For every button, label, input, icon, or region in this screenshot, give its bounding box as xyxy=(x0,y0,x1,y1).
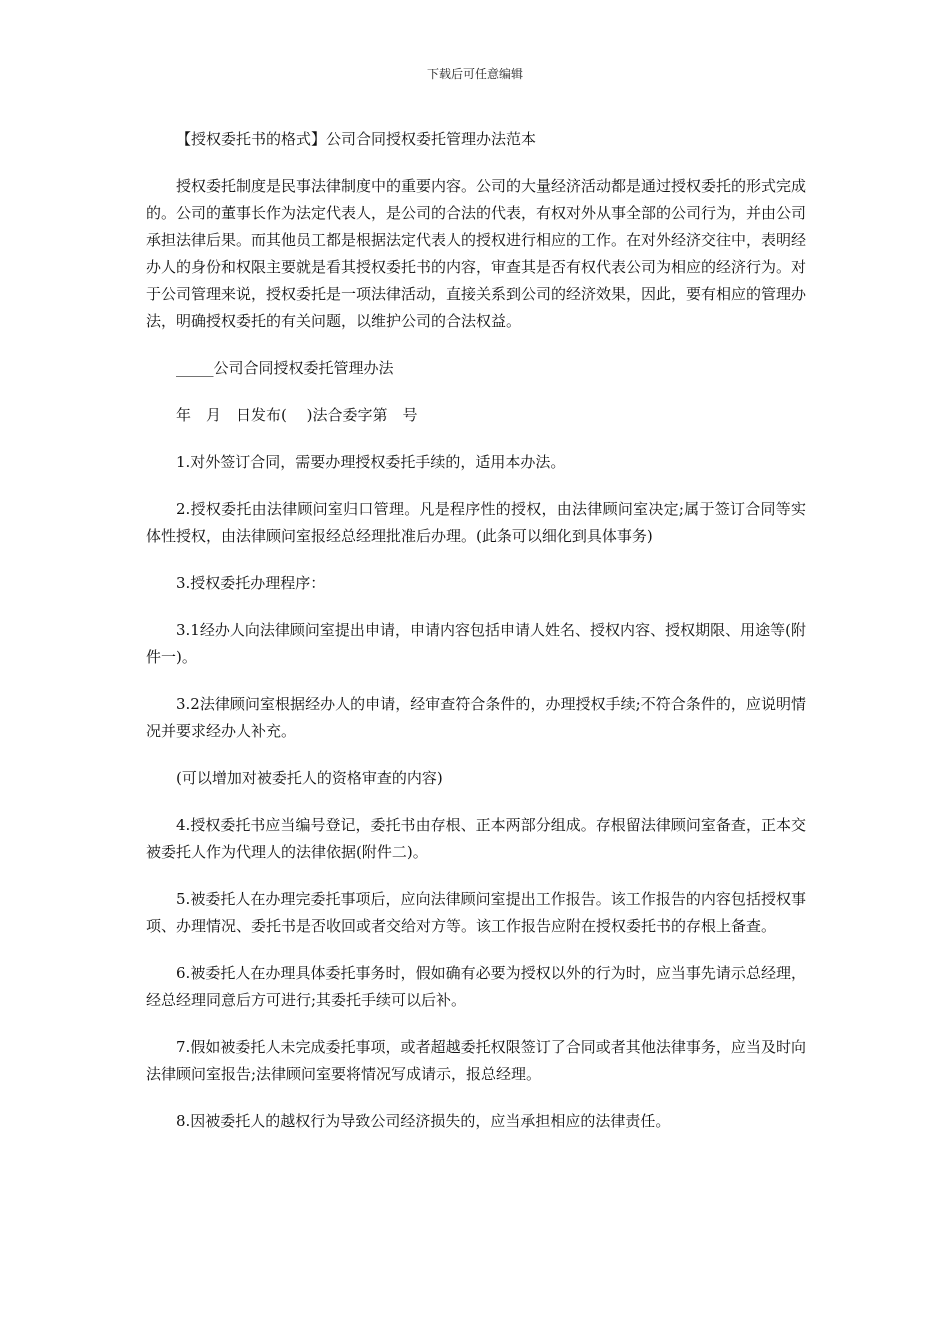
clause-8: 8.因被委托人的越权行为导致公司经济损失的，应当承担相应的法律责任。 xyxy=(176,1112,671,1130)
clause-4: 4.授权委托书应当编号登记，委托书由存根、正本两部分组成。存根留法律顾问室备查，正本交被委托人作为代理人的法律依据(附件二)。 xyxy=(146,816,806,861)
document-title: 【授权委托书的格式】公司合同授权委托管理办法范本 xyxy=(176,130,537,148)
page-header: 下载后可任意编辑 xyxy=(426,67,523,81)
clause-5: 5.被委托人在办理完委托事项后，应向法律顾问室提出工作报告。该工作报告的内容包括授权事项、办理情况、委托书是否收回或者交给对方等。该工作报告应附在授权委托书的存根上备查。 xyxy=(146,890,806,935)
document-body xyxy=(146,126,806,1135)
clause-3: 3.授权委托办理程序： xyxy=(176,574,326,592)
clause-2: 2.授权委托由法律顾问室归口管理。凡是程序性的授权，由法律顾问室决定;属于签订合同等实体性授权，由法律顾问室报经总经理批准后办理。(此条可以细化到具体事务) xyxy=(146,500,806,545)
clause-note: (可以增加对被委托人的资格审查的内容) xyxy=(176,769,443,787)
clause-1: 1.对外签订合同，需要办理授权委托手续的，适用本办法。 xyxy=(176,453,566,471)
clause-3-2: 3.2法律顾问室根据经办人的申请，经审查符合条件的，办理授权手续;不符合条件的，应说明情况并要求经办人补充。 xyxy=(146,695,806,740)
document-subtitle: _____公司合同授权委托管理办法 xyxy=(176,359,394,377)
issue-line: 年 月 日发布( )法合委字第 号 xyxy=(176,406,418,424)
clause-6: 6.被委托人在办理具体委托事务时，假如确有必要为授权以外的行为时，应当事先请示总经理，经总经理同意后方可进行;其委托手续可以后补。 xyxy=(146,964,806,1009)
clause-3-1: 3.1经办人向法律顾问室提出申请，申请内容包括申请人姓名、授权内容、授权期限、用途等(附件一)。 xyxy=(146,621,806,666)
intro-paragraph: 授权委托制度是民事法律制度中的重要内容。公司的大量经济活动都是通过授权委托的形式完成的。公司的董事长作为法定代表人，是公司的合法的代表，有权对外从事全部的公司行为，并由公司承担法律后果。而其他员工都是根据法定代表人的授权进行相应的工作。在对外经济交往中，表明经办人的身份和权限主要就是看其授权委托书的内容，审查其是否有权代表公司为相应的经济行为。对于公司管理来说，授权委托是一项法律活动，直接关系到公司的经济效果，因此，要有相应的管理办法，明确授权委托的有关问题，以维护公司的合法权益。 xyxy=(146,177,807,330)
clause-7: 7.假如被委托人未完成委托事项，或者超越委托权限签订了合同或者其他法律事务，应当及时向法律顾问室报告;法律顾问室要将情况写成请示，报总经理。 xyxy=(146,1038,806,1083)
